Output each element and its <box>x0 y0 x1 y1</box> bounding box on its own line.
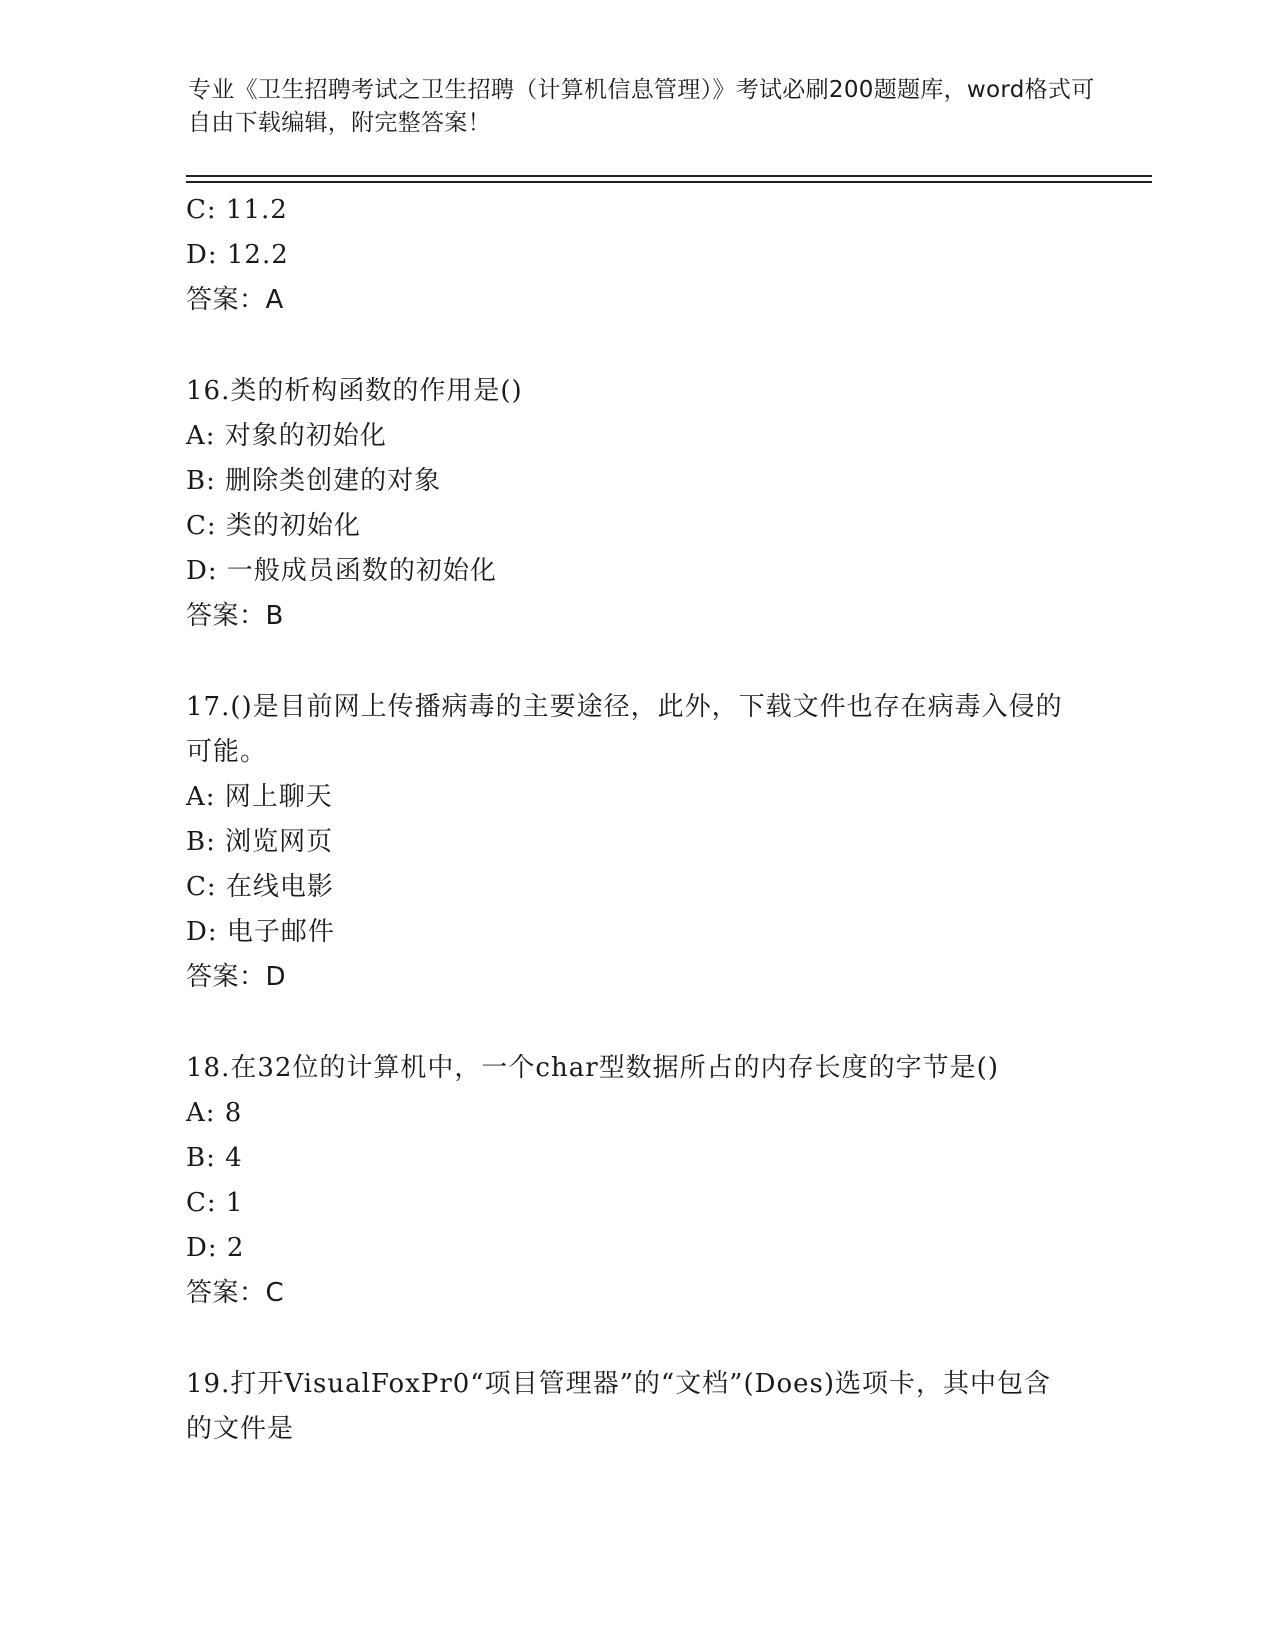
option-d: D: 电子邮件 <box>186 917 335 947</box>
question-block-19 <box>186 1362 1086 1452</box>
header-rule-bottom <box>186 181 1152 183</box>
answer-line: 答案：C <box>186 1278 285 1308</box>
option-d: D: 一般成员函数的初始化 <box>186 556 497 586</box>
option-b: B: 删除类创建的对象 <box>186 466 442 496</box>
option-c: C: 1 <box>186 1188 244 1218</box>
option-c: C: 在线电影 <box>186 872 334 902</box>
answer-line: 答案：A <box>186 285 284 315</box>
option-a: A: 对象的初始化 <box>186 421 387 451</box>
question-block-16 <box>186 369 1086 639</box>
spacer <box>186 323 1086 369</box>
option-c: C: 11.2 <box>186 195 288 225</box>
question-stem: 18.在32位的计算机中，一个char型数据所占的内存长度的字节是() <box>186 1053 999 1083</box>
header-rule-top <box>186 175 1152 177</box>
question-block-17 <box>186 685 1086 1000</box>
answer-line: 答案：B <box>186 601 284 631</box>
spacer <box>186 1316 1086 1362</box>
question-stem: 19.打开VisualFoxPr0“项目管理器”的“文档”(Does)选项卡，其中包含的文件是 <box>186 1369 1051 1444</box>
question-stem: 16.类的析构函数的作用是() <box>186 376 523 406</box>
option-a: A: 8 <box>186 1098 243 1128</box>
question-block-prev <box>186 188 1086 323</box>
option-a: A: 网上聊天 <box>186 782 333 812</box>
spacer <box>186 1000 1086 1046</box>
option-b: B: 浏览网页 <box>186 827 334 857</box>
option-b: B: 4 <box>186 1143 243 1173</box>
document-header: 专业《卫生招聘考试之卫生招聘（计算机信息管理）》考试必刷200题题库，word格式可自由下载编辑，附完整答案！ <box>188 77 1095 136</box>
option-d: D: 12.2 <box>186 240 289 270</box>
answer-line: 答案：D <box>186 962 287 992</box>
option-d: D: 2 <box>186 1233 245 1263</box>
question-stem: 17.()是目前网上传播病毒的主要途径，此外，下载文件也存在病毒入侵的可能。 <box>186 692 1063 767</box>
option-c: C: 类的初始化 <box>186 511 361 541</box>
question-block-18 <box>186 1046 1086 1316</box>
question-list <box>186 188 1086 1452</box>
spacer <box>186 639 1086 685</box>
